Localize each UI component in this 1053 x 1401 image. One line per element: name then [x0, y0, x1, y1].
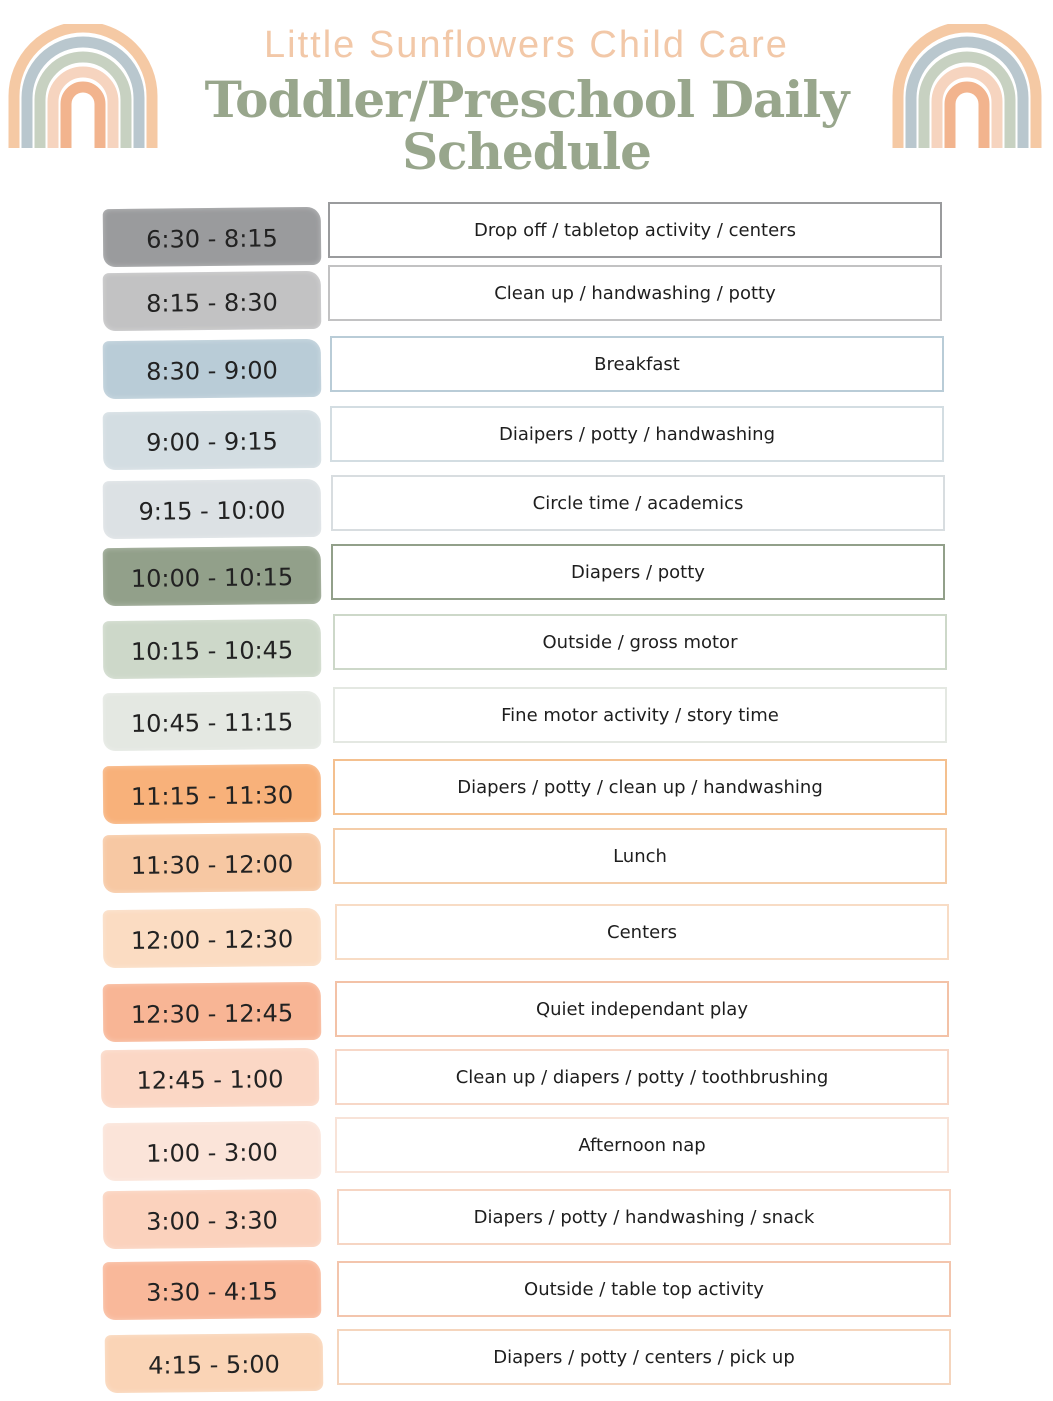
activity-cell: Diapers / potty / clean up / handwashing	[333, 759, 947, 815]
activity-cell: Diapers / potty / handwashing / snack	[337, 1189, 951, 1245]
activity-cell: Fine motor activity / story time	[333, 687, 947, 743]
activity-cell: Diapers / potty	[331, 544, 945, 600]
activity-cell: Clean up / diapers / potty / toothbrushing	[335, 1049, 949, 1105]
activity-cell: Drop off / tabletop activity / centers	[328, 202, 942, 258]
activity-cell: Diaipers / potty / handwashing	[330, 406, 944, 462]
time-slot: 12:45 - 1:00	[101, 1048, 320, 1108]
activity-cell: Quiet independant play	[335, 981, 949, 1037]
activity-cell: Outside / table top activity	[337, 1261, 951, 1317]
time-slot: 3:30 - 4:15	[103, 1260, 322, 1320]
time-slot: 4:15 - 5:00	[105, 1333, 324, 1393]
activity-cell: Afternoon nap	[335, 1117, 949, 1173]
time-slot: 1:00 - 3:00	[103, 1121, 322, 1181]
time-slot: 9:00 - 9:15	[103, 410, 322, 470]
time-slot: 8:30 - 9:00	[103, 339, 322, 399]
activity-cell: Clean up / handwashing / potty	[328, 265, 942, 321]
page-title-line2: Schedule	[402, 122, 651, 181]
time-slot: 3:00 - 3:30	[103, 1189, 322, 1249]
time-slot: 6:30 - 8:15	[103, 207, 322, 267]
time-slot: 11:15 - 11:30	[103, 764, 322, 824]
time-slot: 11:30 - 12:00	[103, 833, 322, 893]
page-title-line1: Toddler/Preschool Daily	[204, 70, 849, 129]
time-slot: 8:15 - 8:30	[103, 271, 322, 331]
time-slot: 10:15 - 10:45	[103, 619, 322, 679]
time-slot: 9:15 - 10:00	[103, 479, 322, 539]
activity-cell: Circle time / academics	[331, 475, 945, 531]
activity-cell: Centers	[335, 904, 949, 960]
time-slot: 10:45 - 11:15	[103, 691, 322, 751]
time-slot: 12:30 - 12:45	[103, 982, 322, 1042]
activity-cell: Breakfast	[330, 336, 944, 392]
activity-cell: Diapers / potty / centers / pick up	[337, 1329, 951, 1385]
activity-cell: Outside / gross motor	[333, 614, 947, 670]
time-slot: 10:00 - 10:15	[103, 546, 322, 606]
org-name: Little Sunflowers Child Care	[264, 24, 789, 66]
activity-cell: Lunch	[333, 828, 947, 884]
time-slot: 12:00 - 12:30	[103, 908, 322, 968]
